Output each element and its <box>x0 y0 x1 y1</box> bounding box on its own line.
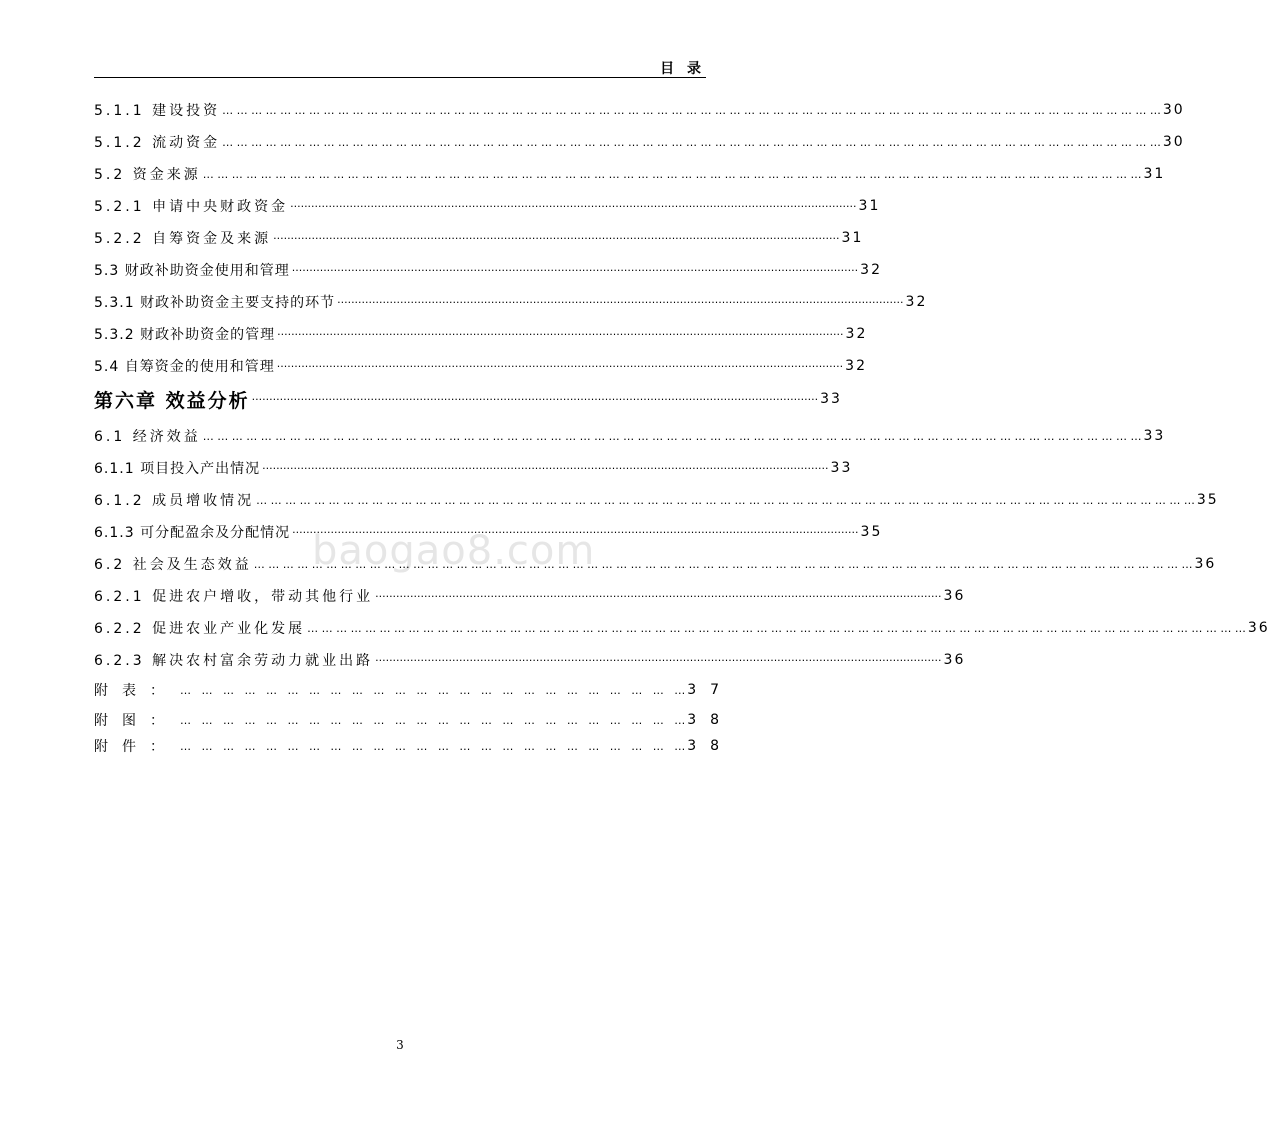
toc-entry-6-2[interactable] <box>94 552 1217 576</box>
toc-dot-leader <box>262 462 828 475</box>
toc-entry-page: 36 <box>943 588 966 604</box>
toc-dot-leader <box>222 104 1161 117</box>
toc-entry-appendix-figures[interactable] <box>94 708 734 732</box>
toc-entry-page: 32 <box>905 294 928 310</box>
toc-entry-label: 6.2.1 促进农户增收，带动其他行业 <box>94 589 374 605</box>
toc-chapter-label: 第六章 效益分析 <box>94 389 250 412</box>
toc-dot-leader <box>290 200 856 213</box>
toc-dot-leader <box>203 168 1142 181</box>
toc-entry-6-2-1[interactable] <box>94 584 966 608</box>
toc-dot-leader <box>375 654 941 667</box>
toc-entry-label: 5.4 自筹资金的使用和管理 <box>94 359 275 375</box>
toc-entry-label: 6.1.1 项目投入产出情况 <box>94 461 261 477</box>
toc-entry-label: 附表： <box>94 683 178 699</box>
toc-entry-label: 6.2.2 促进农业产业化发展 <box>94 621 306 637</box>
toc-entry-6-1-1[interactable] <box>94 456 853 480</box>
toc-entry-5-3[interactable] <box>94 258 882 282</box>
toc-entry-label: 5.2 资金来源 <box>94 167 201 183</box>
toc-entry-chapter-6[interactable] <box>94 384 842 414</box>
toc-entry-page: 30 <box>1162 134 1185 150</box>
toc-entry-label: 6.2 社会及生态效益 <box>94 557 252 573</box>
toc-entry-6-1-2[interactable] <box>94 488 1219 512</box>
toc-dot-leader <box>254 558 1193 571</box>
toc-entry-page: 31 <box>1143 166 1166 182</box>
toc-entry-label: 5.1.1 建设投资 <box>94 103 221 119</box>
toc-entry-5-4[interactable] <box>94 354 867 378</box>
toc-entry-page: 32 <box>845 326 868 342</box>
toc-entry-page: 30 <box>1162 102 1185 118</box>
toc-entry-label: 5.3.1 财政补助资金主要支持的环节 <box>94 295 336 311</box>
toc-entry-page: 33 <box>1143 428 1166 444</box>
toc-dot-leader <box>375 590 941 603</box>
toc-entry-page: 36 <box>1247 620 1270 636</box>
page-number: 3 <box>396 1038 404 1052</box>
toc-entry-label: 6.1.2 成员增收情况 <box>94 493 255 509</box>
toc-entry-5-1-2[interactable] <box>94 130 1185 154</box>
toc-entry-page: 36 <box>1194 556 1217 572</box>
toc-entry-label: 附件： <box>94 739 178 755</box>
toc-entry-page: 37 <box>687 682 734 698</box>
toc-entry-5-2-1[interactable] <box>94 194 881 218</box>
toc-dot-leader <box>180 740 685 753</box>
toc-entry-5-1-1[interactable] <box>94 98 1185 122</box>
toc-entry-appendix-attachments[interactable] <box>94 734 734 758</box>
toc-entry-label: 5.2.2 自筹资金及来源 <box>94 231 272 247</box>
toc-entry-5-3-2[interactable] <box>94 322 868 346</box>
toc-entry-6-2-2[interactable] <box>94 616 1270 640</box>
toc-entry-label: 5.1.2 流动资金 <box>94 135 221 151</box>
toc-entry-page: 33 <box>820 391 842 407</box>
toc-entry-page: 36 <box>943 652 966 668</box>
toc-dot-leader <box>203 430 1142 443</box>
toc-entry-page: 31 <box>858 198 881 214</box>
toc-entry-page: 35 <box>1196 492 1219 508</box>
toc-entry-5-3-1[interactable] <box>94 290 928 314</box>
header-title: 目 录 <box>660 61 705 77</box>
toc-dot-leader <box>337 296 903 309</box>
toc-dot-leader <box>292 526 858 539</box>
toc-entry-label: 6.1 经济效益 <box>94 429 201 445</box>
toc-dot-leader <box>307 622 1246 635</box>
toc-entry-page: 38 <box>687 712 734 728</box>
toc-entry-page: 32 <box>860 262 882 278</box>
toc-entry-page: 33 <box>830 460 853 476</box>
toc-dot-leader <box>180 714 685 727</box>
header-rule <box>94 77 706 78</box>
toc-entry-label: 6.2.3 解决农村富余劳动力就业出路 <box>94 653 374 669</box>
toc-dot-leader <box>292 264 858 277</box>
toc-entry-label: 5.2.1 申请中央财政资金 <box>94 199 289 215</box>
toc-dot-leader <box>273 232 839 245</box>
watermark: baogao8.com <box>312 528 596 574</box>
toc-entry-6-1[interactable] <box>94 424 1166 448</box>
toc-entry-page: 32 <box>845 358 867 374</box>
toc-dot-leader <box>180 684 685 697</box>
toc-entry-label: 6.1.3 可分配盈余及分配情况 <box>94 525 291 541</box>
toc-dot-leader <box>222 136 1161 149</box>
toc-dot-leader <box>252 393 818 406</box>
toc-entry-6-1-3[interactable] <box>94 520 883 544</box>
toc-dot-leader <box>256 494 1195 507</box>
toc-entry-page: 31 <box>841 230 864 246</box>
toc-entry-page: 38 <box>687 738 734 754</box>
toc-entry-5-2[interactable] <box>94 162 1166 186</box>
toc-entry-page: 35 <box>860 524 883 540</box>
toc-dot-leader <box>277 360 843 373</box>
toc-entry-label: 5.3.2 财政补助资金的管理 <box>94 327 276 343</box>
toc-entry-label: 附图： <box>94 713 178 729</box>
toc-entry-6-2-3[interactable] <box>94 648 966 672</box>
toc-entry-5-2-2[interactable] <box>94 226 864 250</box>
toc-entry-appendix-tables[interactable] <box>94 678 734 702</box>
toc-dot-leader <box>277 328 843 341</box>
toc-entry-label: 5.3 财政补助资金使用和管理 <box>94 263 290 279</box>
